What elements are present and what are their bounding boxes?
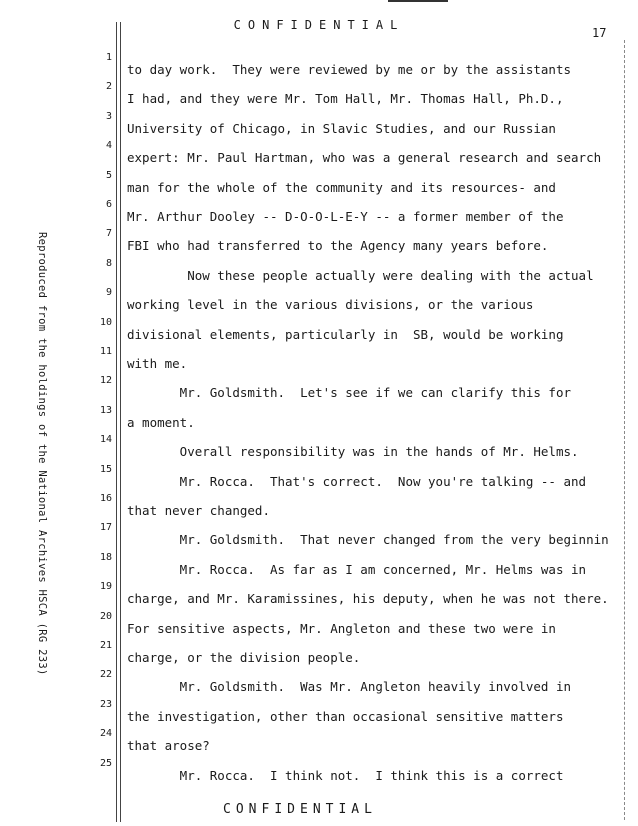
line-number: 3 (105, 110, 112, 122)
line-number: 5 (105, 169, 112, 181)
transcript-line: with me. (127, 356, 188, 371)
transcript-line: Mr. Arthur Dooley -- D-O-O-L-E-Y -- a former member of the (127, 209, 564, 224)
line-number: 6 (105, 199, 112, 210)
line-number: 25 (99, 757, 112, 769)
archive-side-note: Reproduced from the holdings of the National Archives HSCA (RG 233) (36, 232, 48, 676)
transcript-line: Mr. Goldsmith. That never changed from the very beginnin (127, 532, 609, 548)
line-number: 19 (99, 581, 112, 593)
line-number: 20 (99, 610, 112, 622)
line-number: 14 (99, 434, 112, 446)
transcript-line: Mr. Rocca. As far as I am concerned, Mr. Helms was in (127, 561, 587, 577)
line-number: 21 (99, 640, 112, 651)
page-number: 17 (592, 26, 607, 40)
transcript-line: FBI who had transferred to the Agency many years before. (127, 238, 549, 254)
transcript-line: Overall responsibility was in the hands of Mr. Helms. (127, 444, 579, 460)
transcript-line: I had, and they were Mr. Tom Hall, Mr. Thomas Hall, Ph.D., (127, 91, 564, 107)
line-number: 23 (99, 698, 112, 710)
transcript-line: University of Chicago, in Slavic Studies, and our Russian (127, 120, 556, 136)
margin-rule-right (120, 22, 121, 822)
line-number: 12 (99, 375, 112, 387)
transcript-line: Mr. Goldsmith. Was Mr. Angleton heavily involved in (127, 679, 572, 695)
line-number: 18 (99, 551, 112, 563)
right-edge-rule (624, 40, 625, 820)
transcript-line: Now these people actually were dealing with the actual (127, 267, 594, 283)
transcript-line: expert: Mr. Paul Hartman, who was a general research and search (127, 150, 602, 166)
margin-rule-left (116, 22, 117, 822)
line-number: 11 (99, 346, 112, 357)
line-number: 9 (105, 287, 112, 299)
line-number: 10 (99, 316, 112, 328)
transcript-line: charge, or the division people. (127, 650, 361, 665)
transcript-line: that never changed. (127, 503, 270, 518)
transcript-line: a moment. (127, 414, 195, 430)
transcript-line: Mr. Rocca. That's correct. Now you're talking -- and (127, 473, 587, 489)
line-number: 22 (99, 669, 112, 681)
transcript-line: that arose? (127, 738, 210, 754)
transcript-line: man for the whole of the community and its resources- and (127, 179, 556, 195)
line-number: 8 (105, 257, 112, 269)
line-number: 24 (99, 728, 112, 740)
transcript-line: working level in the various divisions, or the various (127, 297, 534, 313)
line-number: 4 (105, 140, 112, 152)
top-edge-mark (388, 0, 448, 6)
line-number: 7 (105, 228, 112, 240)
line-number: 15 (99, 463, 112, 475)
transcript-line: charge, and Mr. Karamissines, his deputy, when he was not there. (127, 591, 609, 607)
transcript-line: Mr. Goldsmith. Let's see if we can clarify this for (127, 385, 572, 401)
line-number: 2 (105, 81, 112, 93)
transcript-line: For sensitive aspects, Mr. Angleton and these two were in (127, 620, 556, 636)
transcript-line: the investigation, other than occasional sensitive matters (127, 708, 564, 724)
line-number: 17 (99, 522, 112, 534)
transcript-line: divisional elements, particularly in SB, would be working (127, 326, 564, 342)
page-header: CONFIDENTIAL (233, 18, 405, 32)
line-number: 13 (99, 404, 112, 416)
transcript-line: Mr. Rocca. I think not. I think this is a correct (127, 767, 564, 783)
transcript-line: to day work. They were reviewed by me or by the assistants (127, 62, 572, 77)
page-footer: CONFIDENTIAL (223, 802, 377, 817)
line-number: 1 (105, 52, 112, 63)
line-number: 16 (99, 493, 112, 504)
